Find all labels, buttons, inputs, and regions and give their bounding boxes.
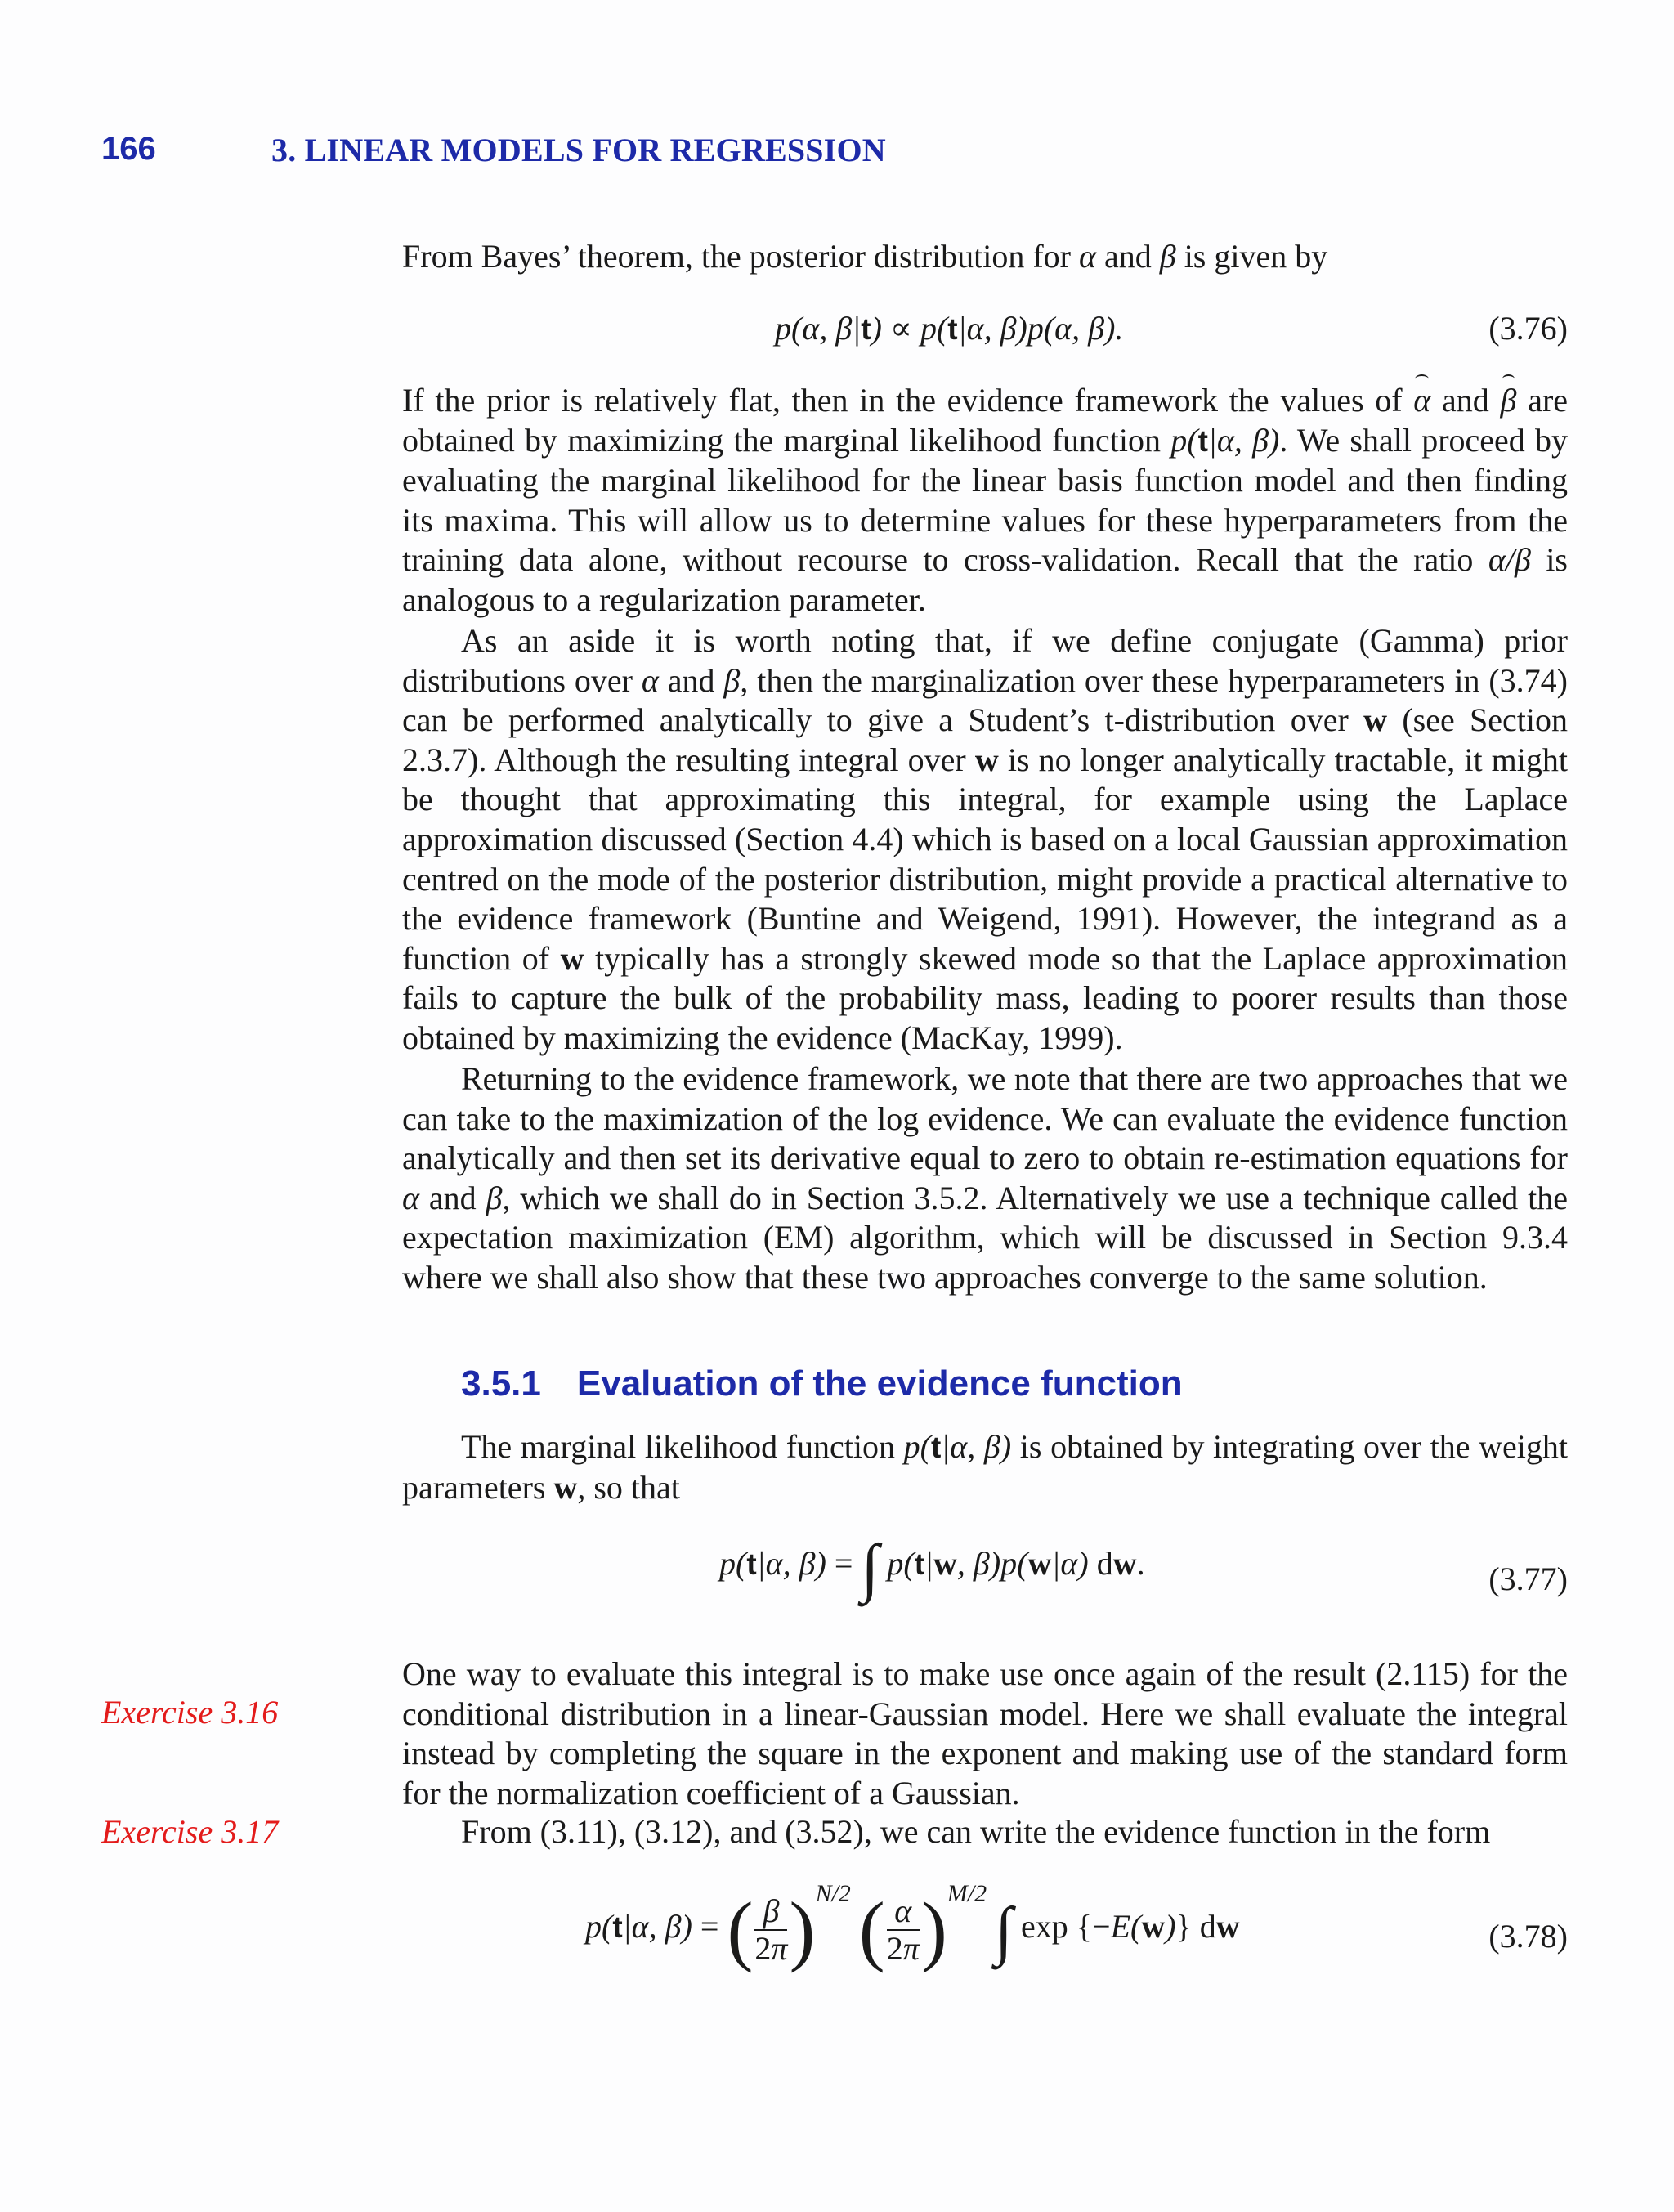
margin-note-exercise-3-17[interactable]: Exercise 3.17 [101, 1813, 279, 1850]
chapter-title: 3. LINEAR MODELS FOR REGRESSION [271, 132, 886, 168]
paragraph-evidence-framework: If the prior is relatively flat, then in the evidence framework the values of α and β are obtained by maximizing the marginal likelihood function p(t|α, β). We shall proceed by evaluating the marginal likelihood for the linear basis function model and then finding its maxima. This will allow us to determine values for these hyperparameters from the training data alone, without recourse to cross-validation. Recall that the ratio α/β is analogous to a regularization parameter. [402, 382, 1569, 618]
intro-paragraph: From Bayes’ theorem, the posterior distribution for α and β is given by [402, 238, 1328, 275]
equation-3-77: p(t|α, β) = ∫ p(t|w, β)p(w|α) dw. [719, 1532, 1145, 1604]
section-title: Evaluation of the evidence function [576, 1363, 1183, 1404]
section-heading [461, 1363, 1183, 1404]
paragraph-two-approaches: Returning to the evidence framework, we note that there are two approaches that we can take to the maximization of the log evidence. We can evaluate the evidence function analytically and then set its derivative equal to zero to obtain re-estimation equations for α and β, which we shall do in Section 3.5.2. Alternatively we use a technique called the expectation maximization (EM) algorithm, which will be discussed in Section 9.3.4 where we shall also show that these two approaches converge to the same solution. [402, 1060, 1569, 1296]
equation-number-3-76: (3.76) [1488, 310, 1568, 347]
page-number: 166 [101, 131, 156, 167]
section-number: 3.5.1 [461, 1363, 541, 1404]
paragraph-marginal-likelihood: The marginal likelihood function p(t|α, β) is obtained by integrating over the weight parameters w, so that [402, 1428, 1569, 1506]
paragraph-evaluate-integral: One way to evaluate this integral is to make use once again of the result (2.115) for the conditional distribution in a linear-Gaussian model. Here we shall evaluate the integral instead by completing the square in the exponent and making use of the standard form for the normalization coefficient of a Gaussian. [402, 1655, 1568, 1811]
equation-number-3-78: (3.78) [1488, 1918, 1568, 1955]
integral-sign: ∫ [861, 1532, 880, 1604]
equation-3-78: p(t|α, β) = ( $\frac{\beta}{2\pi}$ )$^{N/2}$ ( $\frac{\alpha}{2\pi}$ )$^{M/2}$ ∫ exp {−E(w)} dw [585, 1880, 1240, 1973]
equation-3-76: p(α, β|t) ∝ p(t|α, β)p(α, β). [775, 310, 1124, 347]
equation-number-3-77: (3.77) [1488, 1560, 1568, 1597]
paragraph-evidence-form: From (3.11), (3.12), and (3.52), we can write the evidence function in the form [461, 1813, 1491, 1850]
paragraph-gamma-prior: As an aside it is worth noting that, if we define conjugate (Gamma) prior distributions over α and β, then the marginalization over these hyperparameters in (3.74) can be performed analytically to give a Student’s t-distribution over w (see Section 2.3.7). Although the resulting integral over w is no longer analytically tractable, it might be thought that approximating this integral, for example using the Laplace approximation discussed (Section 4.4) which is based on a local Gaussian approximation centred on the mode of the posterior distribution, might provide a practical alternative to the evidence framework (Buntine and Weigend, 1991). However, the integrand as a function of w typically has a strongly skewed mode so that the Laplace approximation fails to capture the bulk of the probability mass, leading to poorer results than those obtained by maximizing the evidence (MacKay, 1999). [402, 622, 1569, 1056]
margin-note-exercise-3-16[interactable]: Exercise 3.16 [101, 1694, 279, 1731]
